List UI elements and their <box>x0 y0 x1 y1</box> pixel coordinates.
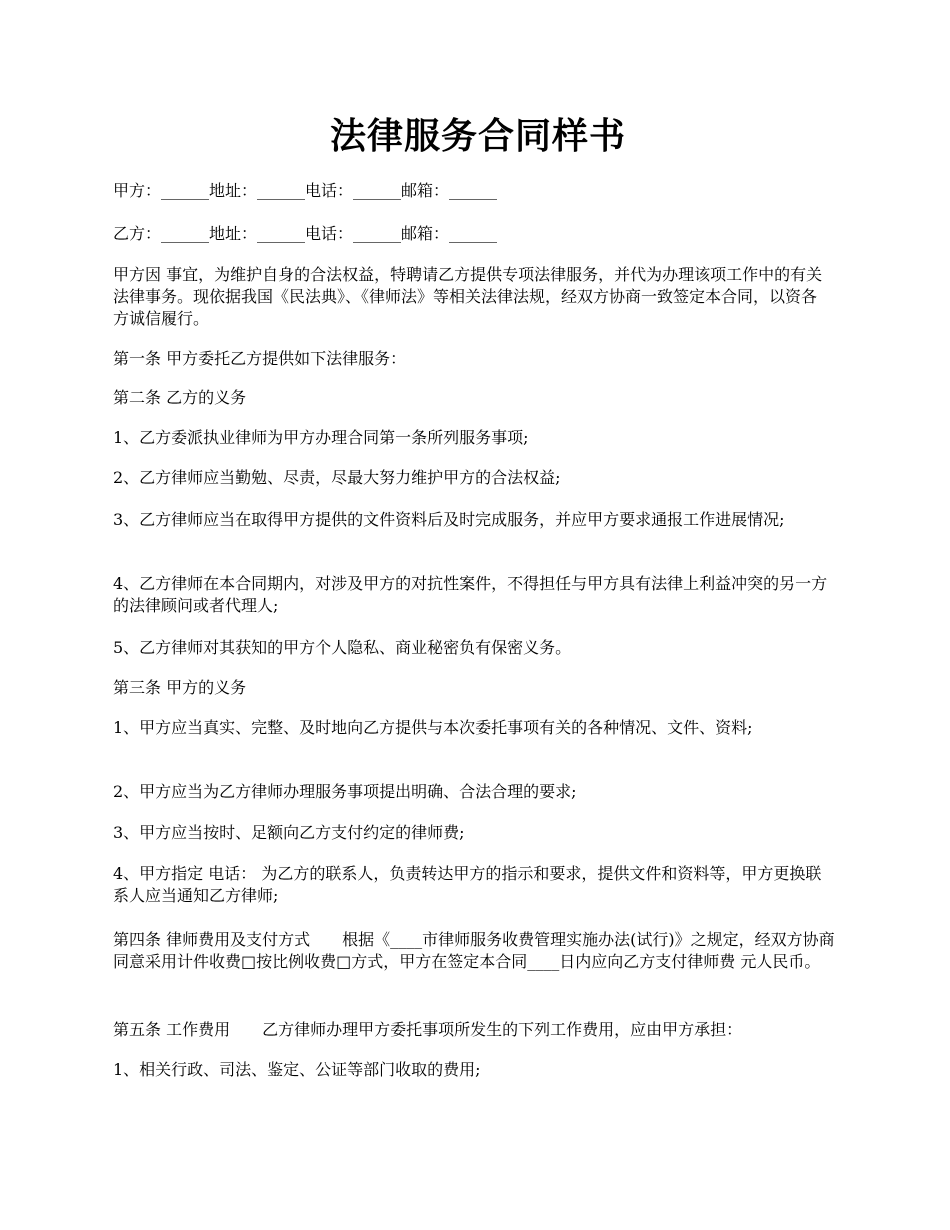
document-title: 法律服务合同样书 <box>329 115 626 157</box>
party-a-line: 甲方：______地址：______电话：______邮箱：______ <box>113 181 498 200</box>
article-2-item-4: 4、乙方律师在本合同期内，对涉及甲方的对抗性案件，不得担任与甲方具有法律上利益冲突的另一方的法律顾问或者代理人; <box>113 574 828 615</box>
article-5-paragraph: 第五条 工作费用 乙方律师办理甲方委托事项所发生的下列工作费用，应由甲方承担： <box>113 1020 743 1039</box>
intro-paragraph: 甲方因 事宜，为维护自身的合法权益，特聘请乙方提供专项法律服务，并代为办理该项工作中的有关法律事务。现依据我国《民法典》、《律师法》等相关法律法规，经双方协商一致签定本合同，以资各方诚信履行。 <box>113 265 823 328</box>
article-5-item-1: 1、相关行政、司法、鉴定、公证等部门收取的费用; <box>113 1060 481 1079</box>
party-b-line: 乙方：______地址：______电话：______邮箱：______ <box>113 224 498 243</box>
article-3-heading: 第三条 甲方的义务 <box>113 678 247 697</box>
article-3-item-1: 1、甲方应当真实、完整、及时地向乙方提供与本次委托事项有关的各种情况、文件、资料; <box>113 718 753 737</box>
article-2-item-5: 5、乙方律师对其获知的甲方个人隐私、商业秘密负有保密义务。 <box>113 638 572 657</box>
article-2-item-2: 2、乙方律师应当勤勉、尽责，尽最大努力维护甲方的合法权益; <box>113 468 561 487</box>
article-3-item-4: 4、甲方指定 电话： 为乙方的联系人，负责转达甲方的指示和要求，提供文件和资料等，甲方更换联系人应当通知乙方律师; <box>113 864 822 905</box>
article-3-item-2: 2、甲方应当为乙方律师办理服务事项提出明确、合法合理的要求; <box>113 782 577 801</box>
article-1-heading: 第一条 甲方委托乙方提供如下法律服务： <box>113 349 407 368</box>
article-3-item-3: 3、甲方应当按时、足额向乙方支付约定的律师费; <box>113 823 465 842</box>
article-2-heading: 第二条 乙方的义务 <box>113 388 247 407</box>
article-2-item-3: 3、乙方律师应当在取得甲方提供的文件资料后及时完成服务，并应甲方要求通报工作进展情况; <box>113 510 785 529</box>
article-2-item-1: 1、乙方委派执业律师为甲方办理合同第一条所列服务事项; <box>113 428 529 447</box>
article-4-paragraph: 第四条 律师费用及支付方式 根据《____市律师服务收费管理实施办法(试行)》之规定，经双方协商同意采用计件收费□按比例收费□方式，甲方在签定本合同____日内应向乙方支付律师费 元人民币。 <box>113 930 835 971</box>
